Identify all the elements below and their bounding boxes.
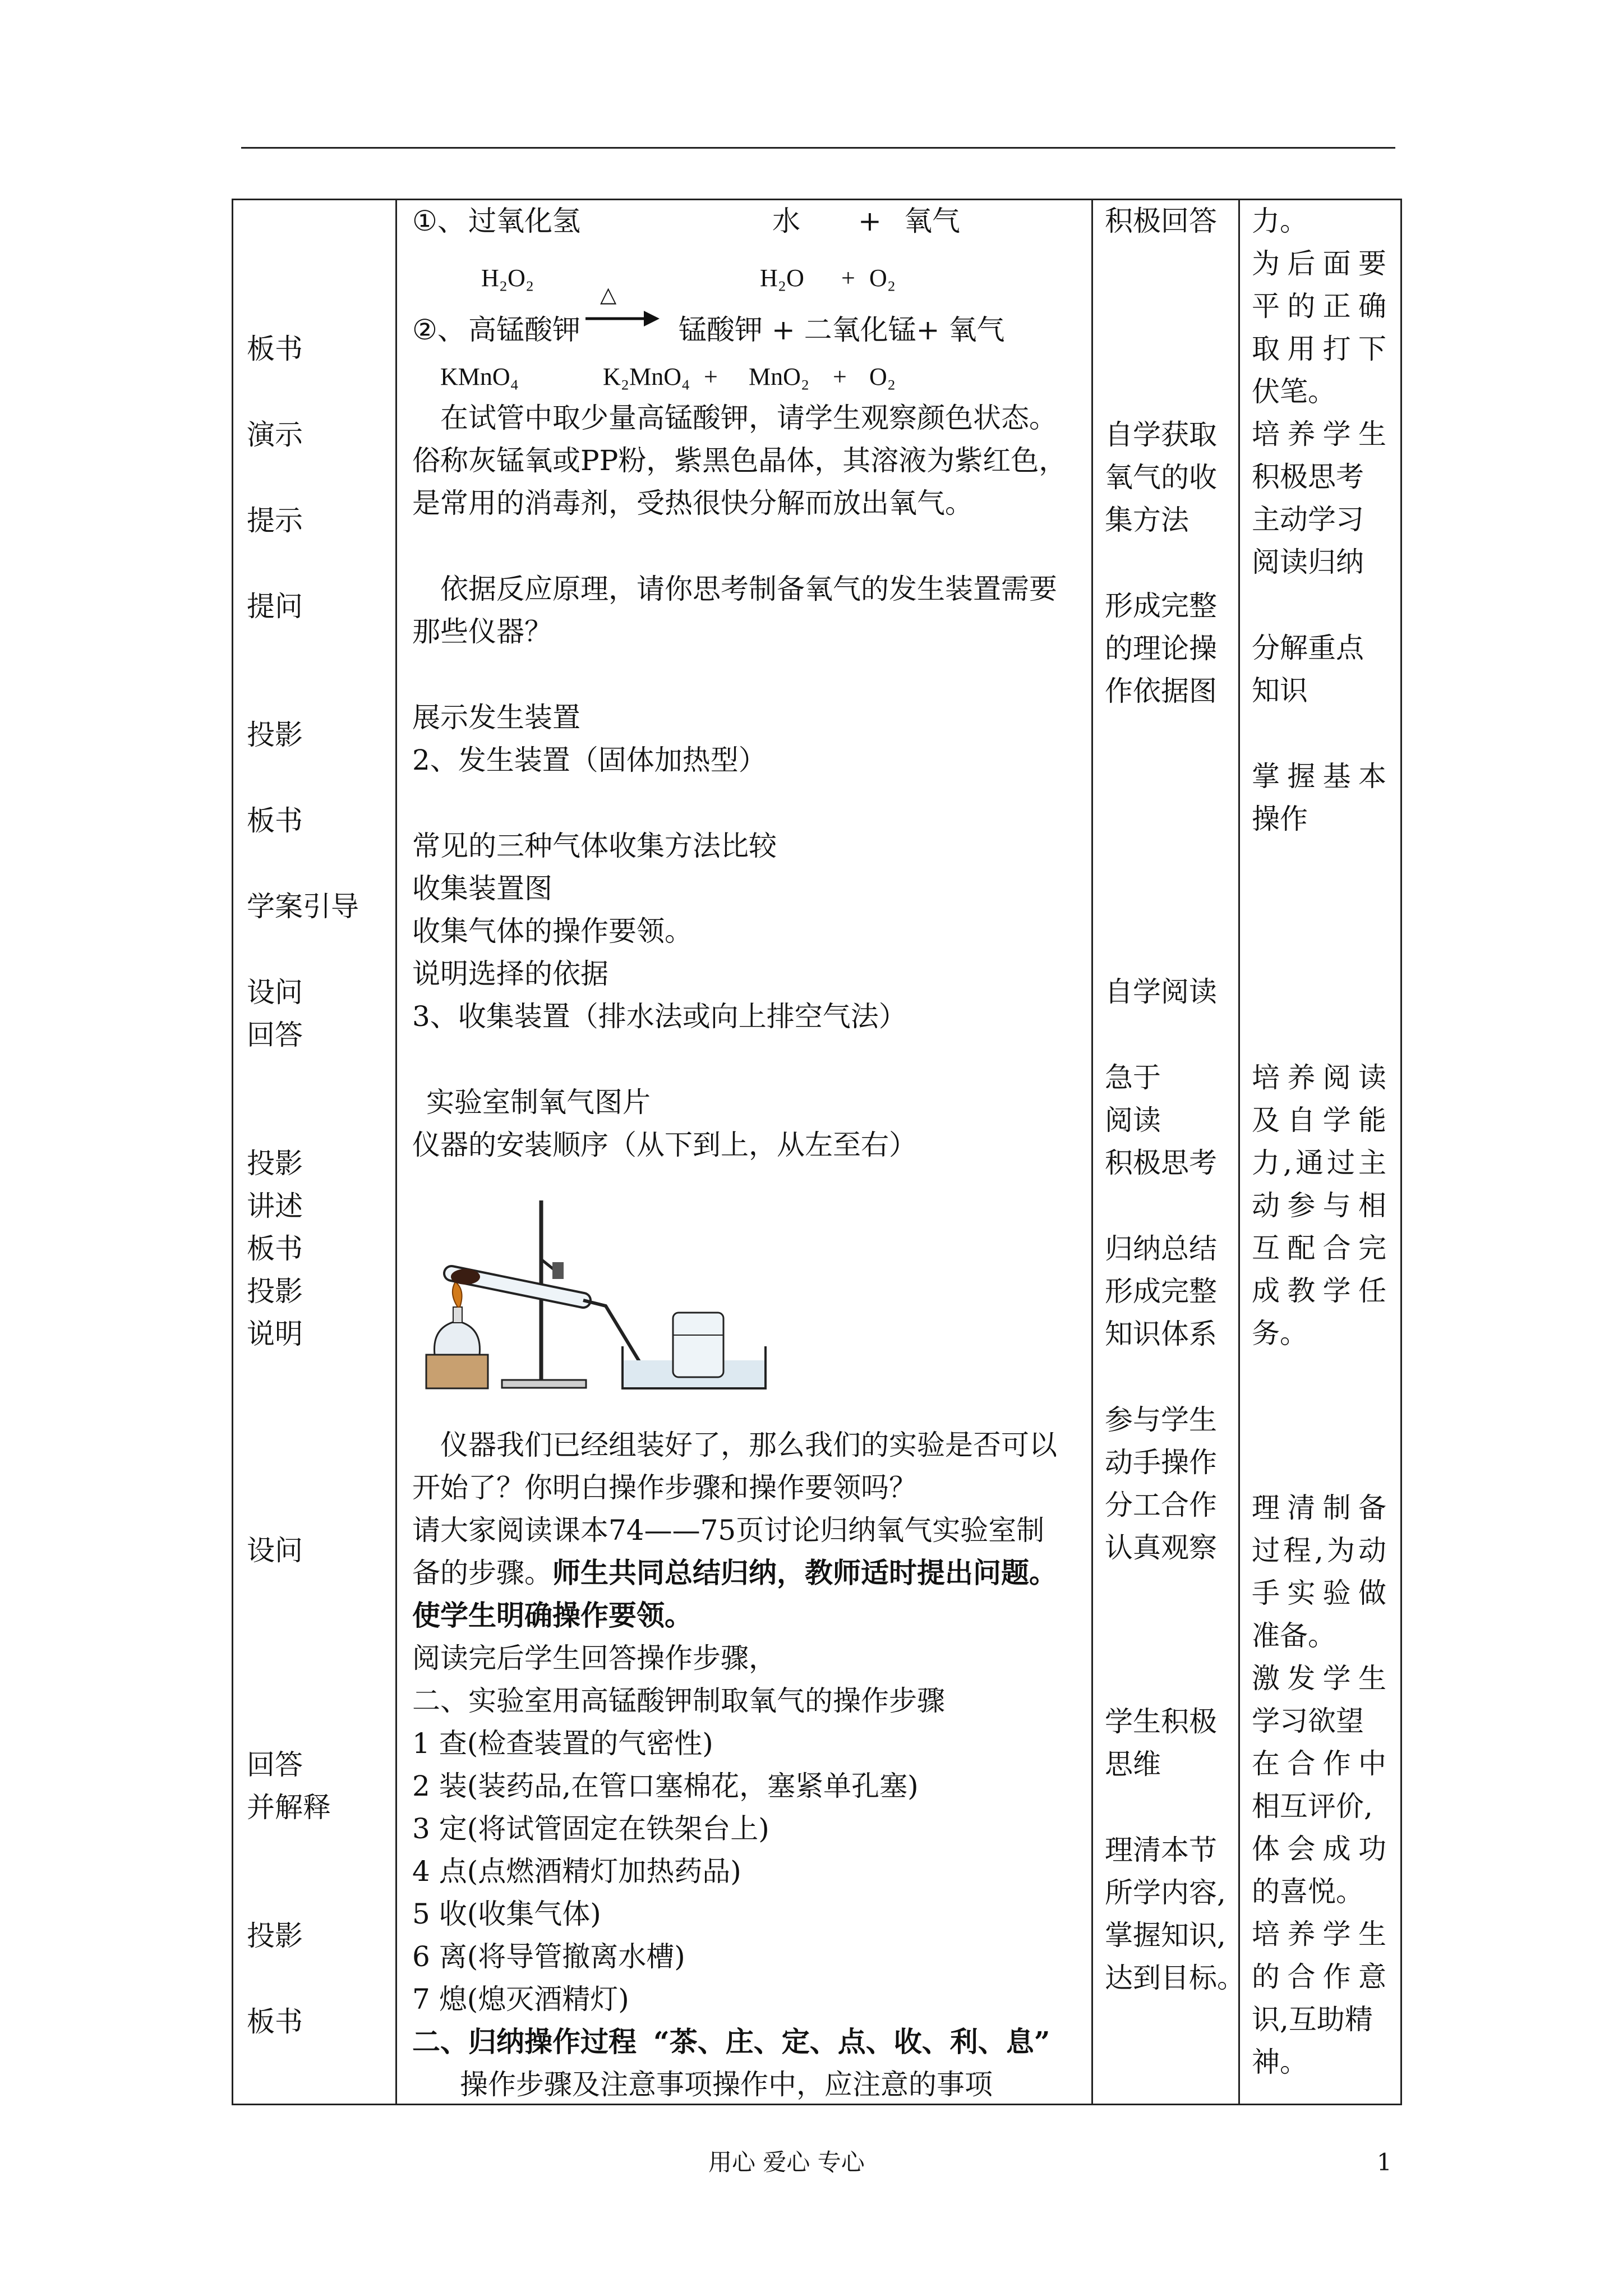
student-activity: 阅读 [1105, 1104, 1161, 1137]
action-label: 投影 [247, 719, 303, 751]
design-intent: 神。 [1252, 2046, 1308, 2078]
student-activity: 动手操作 [1105, 1446, 1217, 1479]
design-intent: 学习欲望 [1252, 1705, 1364, 1737]
student-activity: 积极回答 [1105, 205, 1217, 237]
design-intent: 的合作意 [1252, 1961, 1386, 1993]
formula-plus: + [704, 363, 718, 390]
action-label: 板书 [247, 2005, 303, 2038]
action-label: 提示 [247, 504, 303, 537]
student-activity: 形成完整 [1105, 590, 1217, 622]
column-divider [1091, 200, 1093, 2104]
design-intent: 掌握基本 [1252, 760, 1386, 793]
design-intent: 准备。 [1252, 1619, 1336, 1652]
formula-o2: O₂ [869, 363, 896, 390]
design-intent: 动参与相 [1252, 1189, 1386, 1222]
design-intent: 识,互助精 [1252, 2003, 1373, 2036]
design-intent: 力,通过主 [1252, 1147, 1386, 1179]
design-intent: 激发学生 [1252, 1662, 1386, 1695]
design-intent: 相互评价, [1252, 1790, 1373, 1823]
formula-plus: + [841, 264, 855, 292]
summary-heading: 二、归纳操作过程 [412, 2025, 637, 2058]
action-label: 板书 [247, 804, 303, 837]
oxygen-apparatus-illustration [415, 1178, 768, 1397]
design-intent: 务。 [1252, 1317, 1308, 1350]
design-intent: 过程,为动 [1252, 1534, 1386, 1567]
content-line: 俗称灰锰氧或PP粉，紫黑色晶体，其溶液为紫红色， [412, 444, 1067, 477]
step-item: 4 点(点燃酒精灯加热药品) [412, 1855, 741, 1888]
action-label: 演示 [247, 418, 303, 451]
action-label: 说明 [247, 1318, 303, 1350]
student-activity: 作依据图 [1105, 675, 1217, 707]
design-intent: 培养学生 [1252, 1918, 1386, 1950]
action-label: 投影 [247, 1275, 303, 1308]
design-intent: 操作 [1252, 803, 1308, 835]
footer-motto: 用心 爱心 专心 [708, 2148, 865, 2176]
design-intent: 互配合完 [1252, 1232, 1386, 1264]
action-label: 讲述 [247, 1190, 303, 1222]
step-item: 6 离(将导管撤离水槽) [412, 1940, 685, 1973]
step-item: 2 装(装药品,在管口塞棉花，塞紧单孔塞) [412, 1770, 919, 1802]
page-number: 1 [1377, 2148, 1392, 2176]
reaction-2-number: ②、 [412, 314, 465, 346]
reaction-2-reactant: 高锰酸钾 [468, 314, 580, 346]
student-activity: 的理论操 [1105, 632, 1217, 665]
content-line: 收集气体的操作要领。 [412, 915, 693, 947]
section-heading: 二、实验室用高锰酸钾制取氧气的操作步骤 [412, 1685, 945, 1717]
design-intent: 力。 [1252, 205, 1308, 237]
content-line: 开始了？你明白操作步骤和操作要领吗？ [412, 1471, 917, 1504]
design-intent: 取用打下 [1252, 333, 1386, 365]
step-item: 3 定(将试管固定在铁架台上) [412, 1812, 769, 1845]
reaction-2-products: 锰酸钾 + 二氧化锰+ 氧气 [679, 314, 1005, 346]
content-line: 那些仪器？ [412, 615, 552, 648]
heating-condition-symbol: △ [600, 282, 617, 307]
formula-plus: + [833, 363, 847, 390]
column-divider [395, 200, 397, 2104]
formula-kmno4: KMnO₄ [440, 363, 519, 390]
design-intent: 为后面要 [1252, 247, 1386, 280]
step-item: 5 收(收集气体) [412, 1898, 601, 1930]
student-activity: 分工合作 [1105, 1489, 1217, 1521]
student-activity: 集方法 [1105, 504, 1189, 536]
student-activity: 所学内容, [1105, 1876, 1226, 1909]
design-intent: 主动学习 [1252, 503, 1364, 536]
student-activity: 积极思考 [1105, 1147, 1217, 1179]
content-line: 3、收集装置（排水法或向上排空气法） [412, 1000, 907, 1033]
content-line: 收集装置图 [412, 872, 552, 905]
action-label: 回答 [247, 1749, 303, 1781]
student-activity: 形成完整 [1105, 1275, 1217, 1308]
design-intent: 分解重点 [1252, 632, 1364, 664]
student-activity: 归纳总结 [1105, 1232, 1217, 1265]
content-line: 仪器的安装顺序（从下到上，从左至右） [412, 1129, 917, 1161]
student-activity: 理清本节 [1105, 1834, 1217, 1866]
design-intent: 阅读归纳 [1252, 546, 1364, 578]
action-label: 设问 [247, 976, 303, 1009]
content-line-bold: 使学生明确操作要领。 [412, 1599, 693, 1632]
student-activity: 参与学生 [1105, 1404, 1217, 1436]
content-line: 阅读完后学生回答操作步骤， [412, 1642, 777, 1674]
reaction-1-product-oxygen: 氧气 [904, 205, 960, 237]
content-line: 实验室制氧气图片 [426, 1086, 651, 1119]
content-line-bold: 师生共同总结归纳，教师适时提出问题。 [552, 1556, 1057, 1589]
student-activity: 思维 [1105, 1748, 1161, 1780]
column-divider [1238, 200, 1240, 2104]
design-intent: 伏笔。 [1252, 375, 1336, 408]
design-intent: 知识 [1252, 674, 1308, 707]
student-activity: 知识体系 [1105, 1318, 1217, 1350]
content-line: 依据反应原理，请你思考制备氧气的发生装置需要 [440, 573, 1057, 605]
design-intent: 成教学任 [1252, 1274, 1386, 1307]
formula-k2mno4: K₂MnO₄ [603, 363, 690, 390]
action-label: 提问 [247, 590, 303, 623]
design-intent: 的喜悦。 [1252, 1875, 1364, 1908]
reaction-arrow-icon [583, 307, 662, 330]
design-intent: 理清制备 [1252, 1492, 1386, 1524]
formula-h2o: H₂O [760, 264, 804, 292]
design-intent: 及自学能 [1252, 1104, 1386, 1137]
design-intent: 培养学生 [1252, 418, 1386, 450]
formula-o2: O₂ [869, 264, 896, 292]
content-line: 展示发生装置 [412, 701, 580, 734]
reaction-1-reactant: 过氧化氢 [468, 205, 580, 237]
content-line: 是常用的消毒剂，受热很快分解而放出氧气。 [412, 487, 973, 519]
content-line: 在试管中取少量高锰酸钾，请学生观察颜色状态。 [440, 402, 1057, 434]
action-label: 投影 [247, 1147, 303, 1180]
summary-mnemonic: “茶、庄、定、点、收、利、息” [653, 2025, 1050, 2058]
content-line: 请大家阅读课本74——75页讨论归纳氧气实验室制 [412, 1514, 1045, 1547]
formula-h2o2: H₂O₂ [481, 264, 534, 292]
student-activity: 氧气的收 [1105, 461, 1217, 494]
reaction-1-product-water: 水 [772, 205, 800, 237]
design-intent: 平的正确 [1252, 290, 1386, 323]
student-activity: 自学阅读 [1105, 976, 1217, 1008]
action-label: 投影 [247, 1920, 303, 1952]
action-label: 学案引导 [247, 890, 359, 923]
reaction-1-plus: + [858, 205, 882, 237]
action-label: 回答 [247, 1019, 303, 1051]
content-line: 仪器我们已经组装好了，那么我们的实验是否可以 [440, 1429, 1057, 1461]
design-intent: 在合作中 [1252, 1747, 1386, 1780]
student-activity: 达到目标。 [1105, 1962, 1245, 1994]
design-intent: 培养阅读 [1252, 1061, 1386, 1094]
design-intent: 手实验做 [1252, 1577, 1386, 1609]
content-line: 2、发生装置（固体加热型） [412, 744, 767, 776]
student-activity: 掌握知识, [1105, 1919, 1226, 1952]
formula-mno2: MnO₂ [749, 363, 810, 390]
step-item: 7 熄(熄灭酒精灯) [412, 1983, 629, 2016]
step-item: 1 查(检查装置的气密性) [412, 1727, 713, 1760]
content-line: 备的步骤。 [412, 1557, 552, 1589]
header-rule [241, 147, 1395, 149]
design-intent: 积极思考 [1252, 461, 1364, 493]
action-label: 设问 [247, 1534, 303, 1567]
content-line: 常见的三种气体收集方法比较 [412, 830, 777, 862]
student-activity: 自学获取 [1105, 418, 1217, 451]
student-activity: 学生积极 [1105, 1705, 1217, 1738]
reaction-1-number: ①、 [412, 205, 465, 237]
student-activity: 认真观察 [1105, 1531, 1217, 1564]
student-activity: 急于 [1105, 1061, 1161, 1094]
action-label: 并解释 [247, 1791, 331, 1824]
content-line: 说明选择的依据 [412, 958, 608, 990]
action-label: 板书 [247, 1232, 303, 1265]
design-intent: 体会成功 [1252, 1833, 1386, 1865]
action-label: 板书 [247, 333, 303, 365]
content-line: 操作步骤及注意事项操作中，应注意的事项 [460, 2068, 993, 2101]
